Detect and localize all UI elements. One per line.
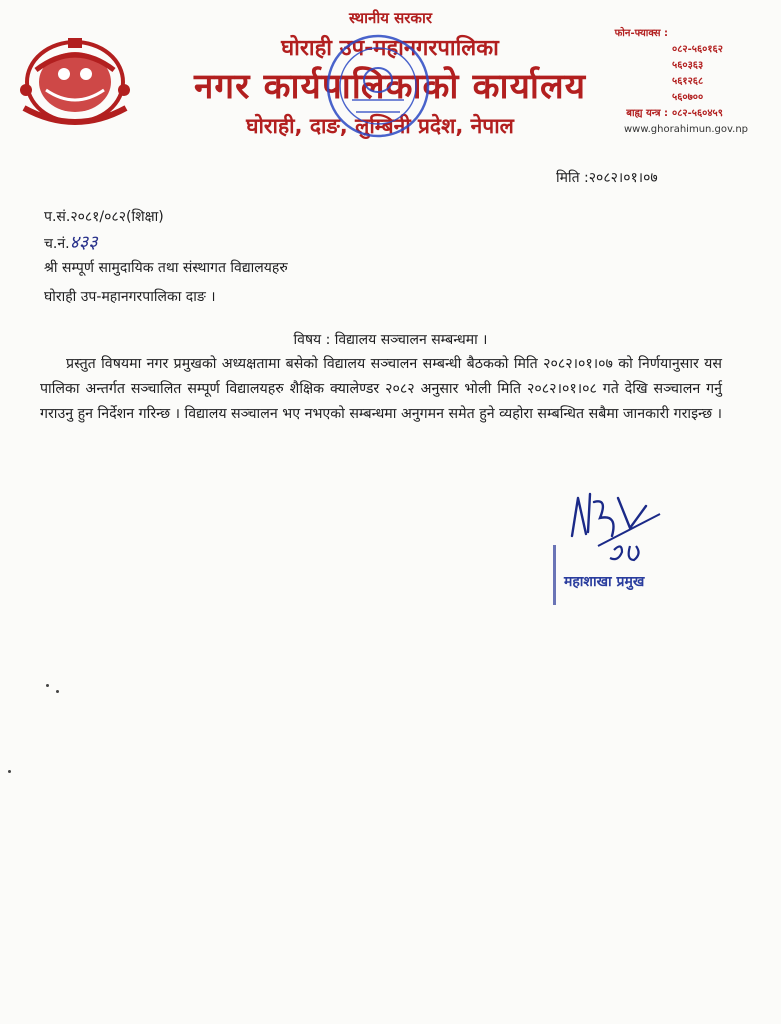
paper-speck <box>56 690 59 693</box>
letterhead-top-line: स्थानीय सरकार <box>349 9 432 27</box>
phone-number: ५६०७०० <box>672 92 704 103</box>
website-link[interactable]: www.ghorahimun.gov.np <box>624 124 749 135</box>
recipient-line: घोराही उप-महानगरपालिका दाङ । <box>44 289 216 305</box>
letter-date: मिति :२०८२।०१।०७ <box>556 170 658 186</box>
office-seal-stamp <box>322 30 434 142</box>
paper-speck <box>8 770 11 773</box>
letter-body <box>40 352 722 427</box>
letter-subject: विषय : विद्यालय सञ्चालन सम्बन्धमा । <box>293 332 488 348</box>
phone-number: ०८२-५६०१६२ <box>672 44 723 55</box>
recipient-block <box>44 254 288 312</box>
paper-speck <box>46 684 49 687</box>
phone-number: ५६१२६८ <box>672 76 704 87</box>
office-name: नगर कार्यपालिकाको कार्यालय <box>193 67 587 107</box>
nepal-emblem-icon <box>16 30 134 130</box>
reference-block <box>44 204 164 257</box>
dispatch-number: ४३३ <box>69 232 98 253</box>
office-address: घोराही, दाङ, लुम्बिनी प्रदेश, नेपाल <box>246 114 514 138</box>
dispatch-label: च.नं. <box>44 236 70 252</box>
signatory-title: महाशाखा प्रमुख <box>564 574 645 590</box>
stamp-mark <box>553 545 556 605</box>
recipient-line: श्री सम्पूर्ण सामुदायिक तथा संस्थागत विद्यालयहरु <box>44 260 288 276</box>
letter-body-text: प्रस्तुत विषयमा नगर प्रमुखको अध्यक्षतामा बसेको विद्यालय सञ्चालन सम्बन्धी बैठकको मिति २०८२।०१।०७ को निर्णयानुसार यस पालिका अन्तर्गत सञ्चालित सम्पूर्ण विद्यालयहरु शैक्षिक क्यालेण्डर २०८२ अनुसार भोली मिति २०८२।०१।०८ गते देखि सञ्चालन गर्नु गराउनु हुन निर्देशन गरिन्छ । विद्यालय सञ्चालन भए नभएको सम्बन्धमा अनुगमन समेत हुने व्यहोरा सम्बन्धित सबैमा जानकारी गराइन्छ । <box>40 356 722 422</box>
phone-number: ५६०३६३ <box>672 60 704 71</box>
reference-number: प.सं.२०८१/०८२(शिक्षा) <box>44 209 164 225</box>
handwritten-signature <box>560 488 670 570</box>
fax-number: ०८२-५६०४५९ <box>672 108 723 119</box>
municipality-name: घोराही उप-महानगरपालिका <box>281 36 499 61</box>
contact-block <box>596 26 766 138</box>
dispatch-line <box>44 230 164 257</box>
fax-label: बाह्य यन्त्र : <box>626 108 668 119</box>
phone-label: फोन-फ्याक्स : <box>614 28 668 39</box>
